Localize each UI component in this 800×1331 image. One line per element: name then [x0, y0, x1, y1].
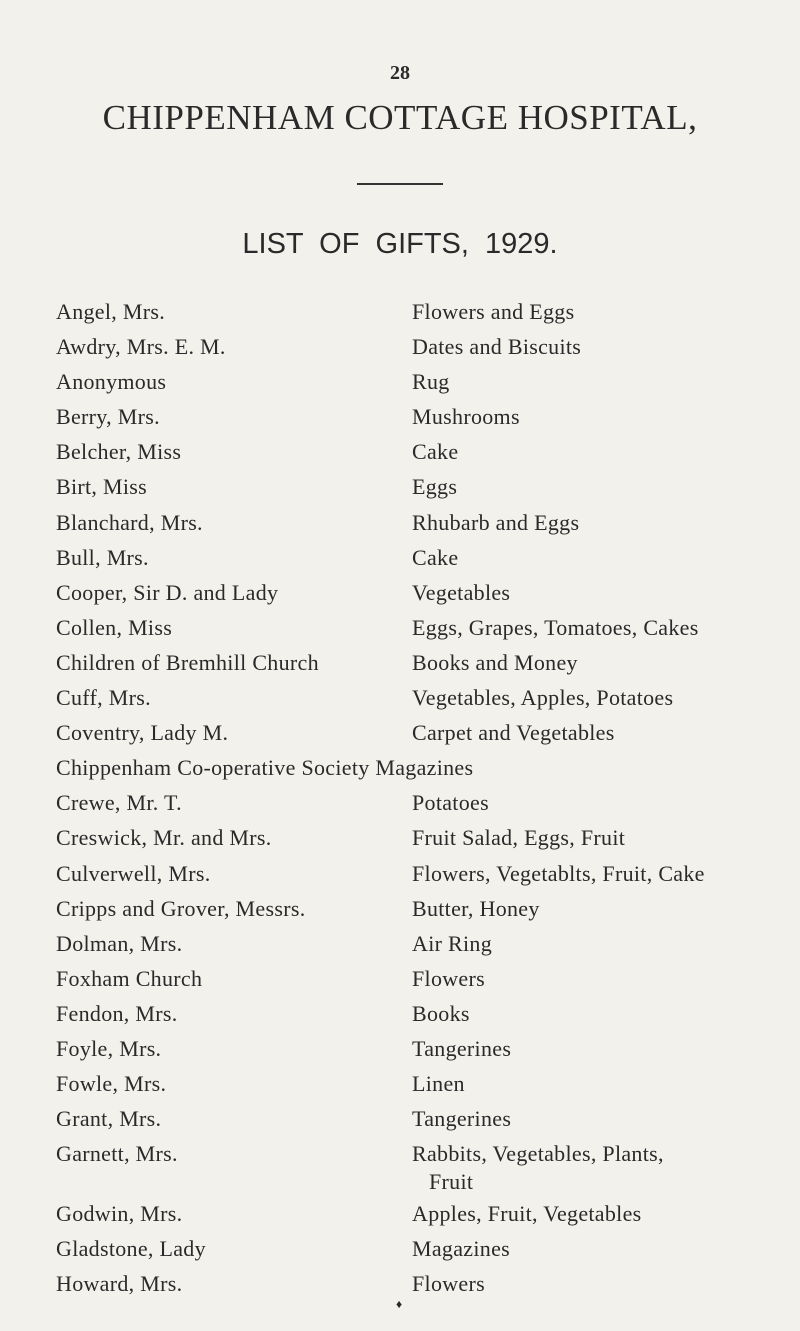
gift-description: Vegetables, Apples, Potatoes — [412, 685, 674, 711]
gift-description: Eggs — [412, 474, 458, 500]
donor-name: Cuff, Mrs. — [56, 685, 151, 711]
donor-name: Culverwell, Mrs. — [56, 860, 211, 886]
gift-description — [412, 1138, 776, 1194]
donor-name: Blanchard, Mrs. — [56, 509, 203, 535]
gift-description: Books — [412, 1000, 470, 1026]
gift-description: Butter, Honey — [412, 895, 540, 921]
gift-description: Flowers — [412, 965, 485, 991]
donor-name: Crewe, Mr. T. — [56, 790, 182, 816]
donor-name: Foxham Church — [56, 965, 203, 991]
list-item — [56, 507, 776, 542]
donor-name: Fendon, Mrs. — [56, 1000, 178, 1026]
list-item — [56, 858, 776, 893]
list-item — [56, 401, 776, 436]
list-item — [56, 647, 776, 682]
gift-description: Mushrooms — [412, 404, 520, 430]
list-item — [56, 1103, 776, 1138]
donor-name: Collen, Miss — [56, 614, 173, 640]
list-item — [56, 612, 776, 647]
title-divider — [357, 183, 443, 185]
donor-name: Birt, Miss — [56, 474, 148, 500]
gift-description-line: Rabbits, Vegetables, Plants, — [412, 1141, 664, 1167]
list-item — [56, 577, 776, 612]
list-item — [56, 366, 776, 401]
list-item — [56, 963, 776, 998]
list-item — [56, 928, 776, 963]
donor-name: Foyle, Mrs. — [56, 1035, 162, 1061]
donor-name: Awdry, Mrs. E. M. — [56, 334, 226, 360]
donor-name: Cooper, Sir D. and Lady — [56, 579, 279, 605]
list-item — [56, 1068, 776, 1103]
list-item — [56, 682, 776, 717]
list-item — [56, 1033, 776, 1068]
donor-name: Godwin, Mrs. — [56, 1201, 183, 1227]
gift-description: Air Ring — [412, 930, 493, 956]
donor-name: Creswick, Mr. and Mrs. — [56, 825, 272, 851]
gift-description: Rhubarb and Eggs — [412, 509, 580, 535]
donor-name: Bull, Mrs. — [56, 544, 149, 570]
donor-name: Howard, Mrs. — [56, 1271, 183, 1297]
list-item — [56, 822, 776, 857]
gift-description: Linen — [412, 1071, 465, 1097]
donor-name: Grant, Mrs. — [56, 1106, 162, 1132]
gift-description: Cake — [412, 439, 459, 465]
list-item — [56, 1198, 776, 1233]
page-number: 28 — [390, 62, 410, 84]
donor-name: Garnett, Mrs. — [56, 1141, 178, 1167]
gift-description: Magazines — [412, 1236, 510, 1262]
gift-description: Tangerines — [412, 1035, 512, 1061]
donor-name: Children of Bremhill Church — [56, 649, 319, 675]
gift-description: Eggs, Grapes, Tomatoes, Cakes — [412, 614, 699, 640]
gift-description: Dates and Biscuits — [412, 334, 582, 360]
donor-name: Gladstone, Lady — [56, 1236, 206, 1262]
gift-description: Potatoes — [412, 790, 489, 816]
list-item — [56, 752, 776, 787]
donor-name: Belcher, Miss — [56, 439, 182, 465]
list-item — [56, 1268, 776, 1303]
list-item — [56, 331, 776, 366]
page-title: CHIPPENHAM COTTAGE HOSPITAL, — [102, 98, 698, 137]
donor-name: Fowle, Mrs. — [56, 1071, 167, 1097]
list-item — [56, 717, 776, 752]
gift-description: Fruit Salad, Eggs, Fruit — [412, 825, 626, 851]
list-item — [56, 893, 776, 928]
list-item — [56, 998, 776, 1033]
footer-ornament: ♦ — [396, 1297, 403, 1311]
list-item — [56, 471, 776, 506]
list-subtitle: LIST OF GIFTS, 1929. — [242, 228, 558, 260]
gift-description: Carpet and Vegetables — [412, 720, 615, 746]
list-item — [56, 436, 776, 471]
gift-description: Cake — [412, 544, 459, 570]
gift-description: Apples, Fruit, Vegetables — [412, 1201, 642, 1227]
gift-description: Flowers and Eggs — [412, 299, 575, 324]
list-item — [56, 296, 776, 331]
list-item — [56, 1233, 776, 1268]
donor-name: Chippenham Co-operative Society Magazines — [56, 755, 474, 781]
donor-name: Angel, Mrs. — [56, 299, 166, 324]
donor-name: Cripps and Grover, Messrs. — [56, 895, 306, 921]
list-item — [56, 542, 776, 577]
gift-list — [56, 296, 776, 1304]
donor-name: Anonymous — [56, 369, 167, 395]
donor-name: Dolman, Mrs. — [56, 930, 183, 956]
donor-name: Coventry, Lady M. — [56, 720, 229, 746]
list-item — [56, 787, 776, 822]
gift-description: Rug — [412, 369, 450, 395]
gift-description: Flowers, Vegetablts, Fruit, Cake — [412, 860, 705, 886]
gift-description: Books and Money — [412, 649, 578, 675]
gift-description: Tangerines — [412, 1106, 512, 1132]
list-item — [56, 1138, 776, 1198]
gift-description: Vegetables — [412, 579, 511, 605]
gift-description-continuation: Fruit — [429, 1169, 474, 1195]
gift-description: Flowers — [412, 1271, 485, 1297]
donor-name: Berry, Mrs. — [56, 404, 160, 430]
